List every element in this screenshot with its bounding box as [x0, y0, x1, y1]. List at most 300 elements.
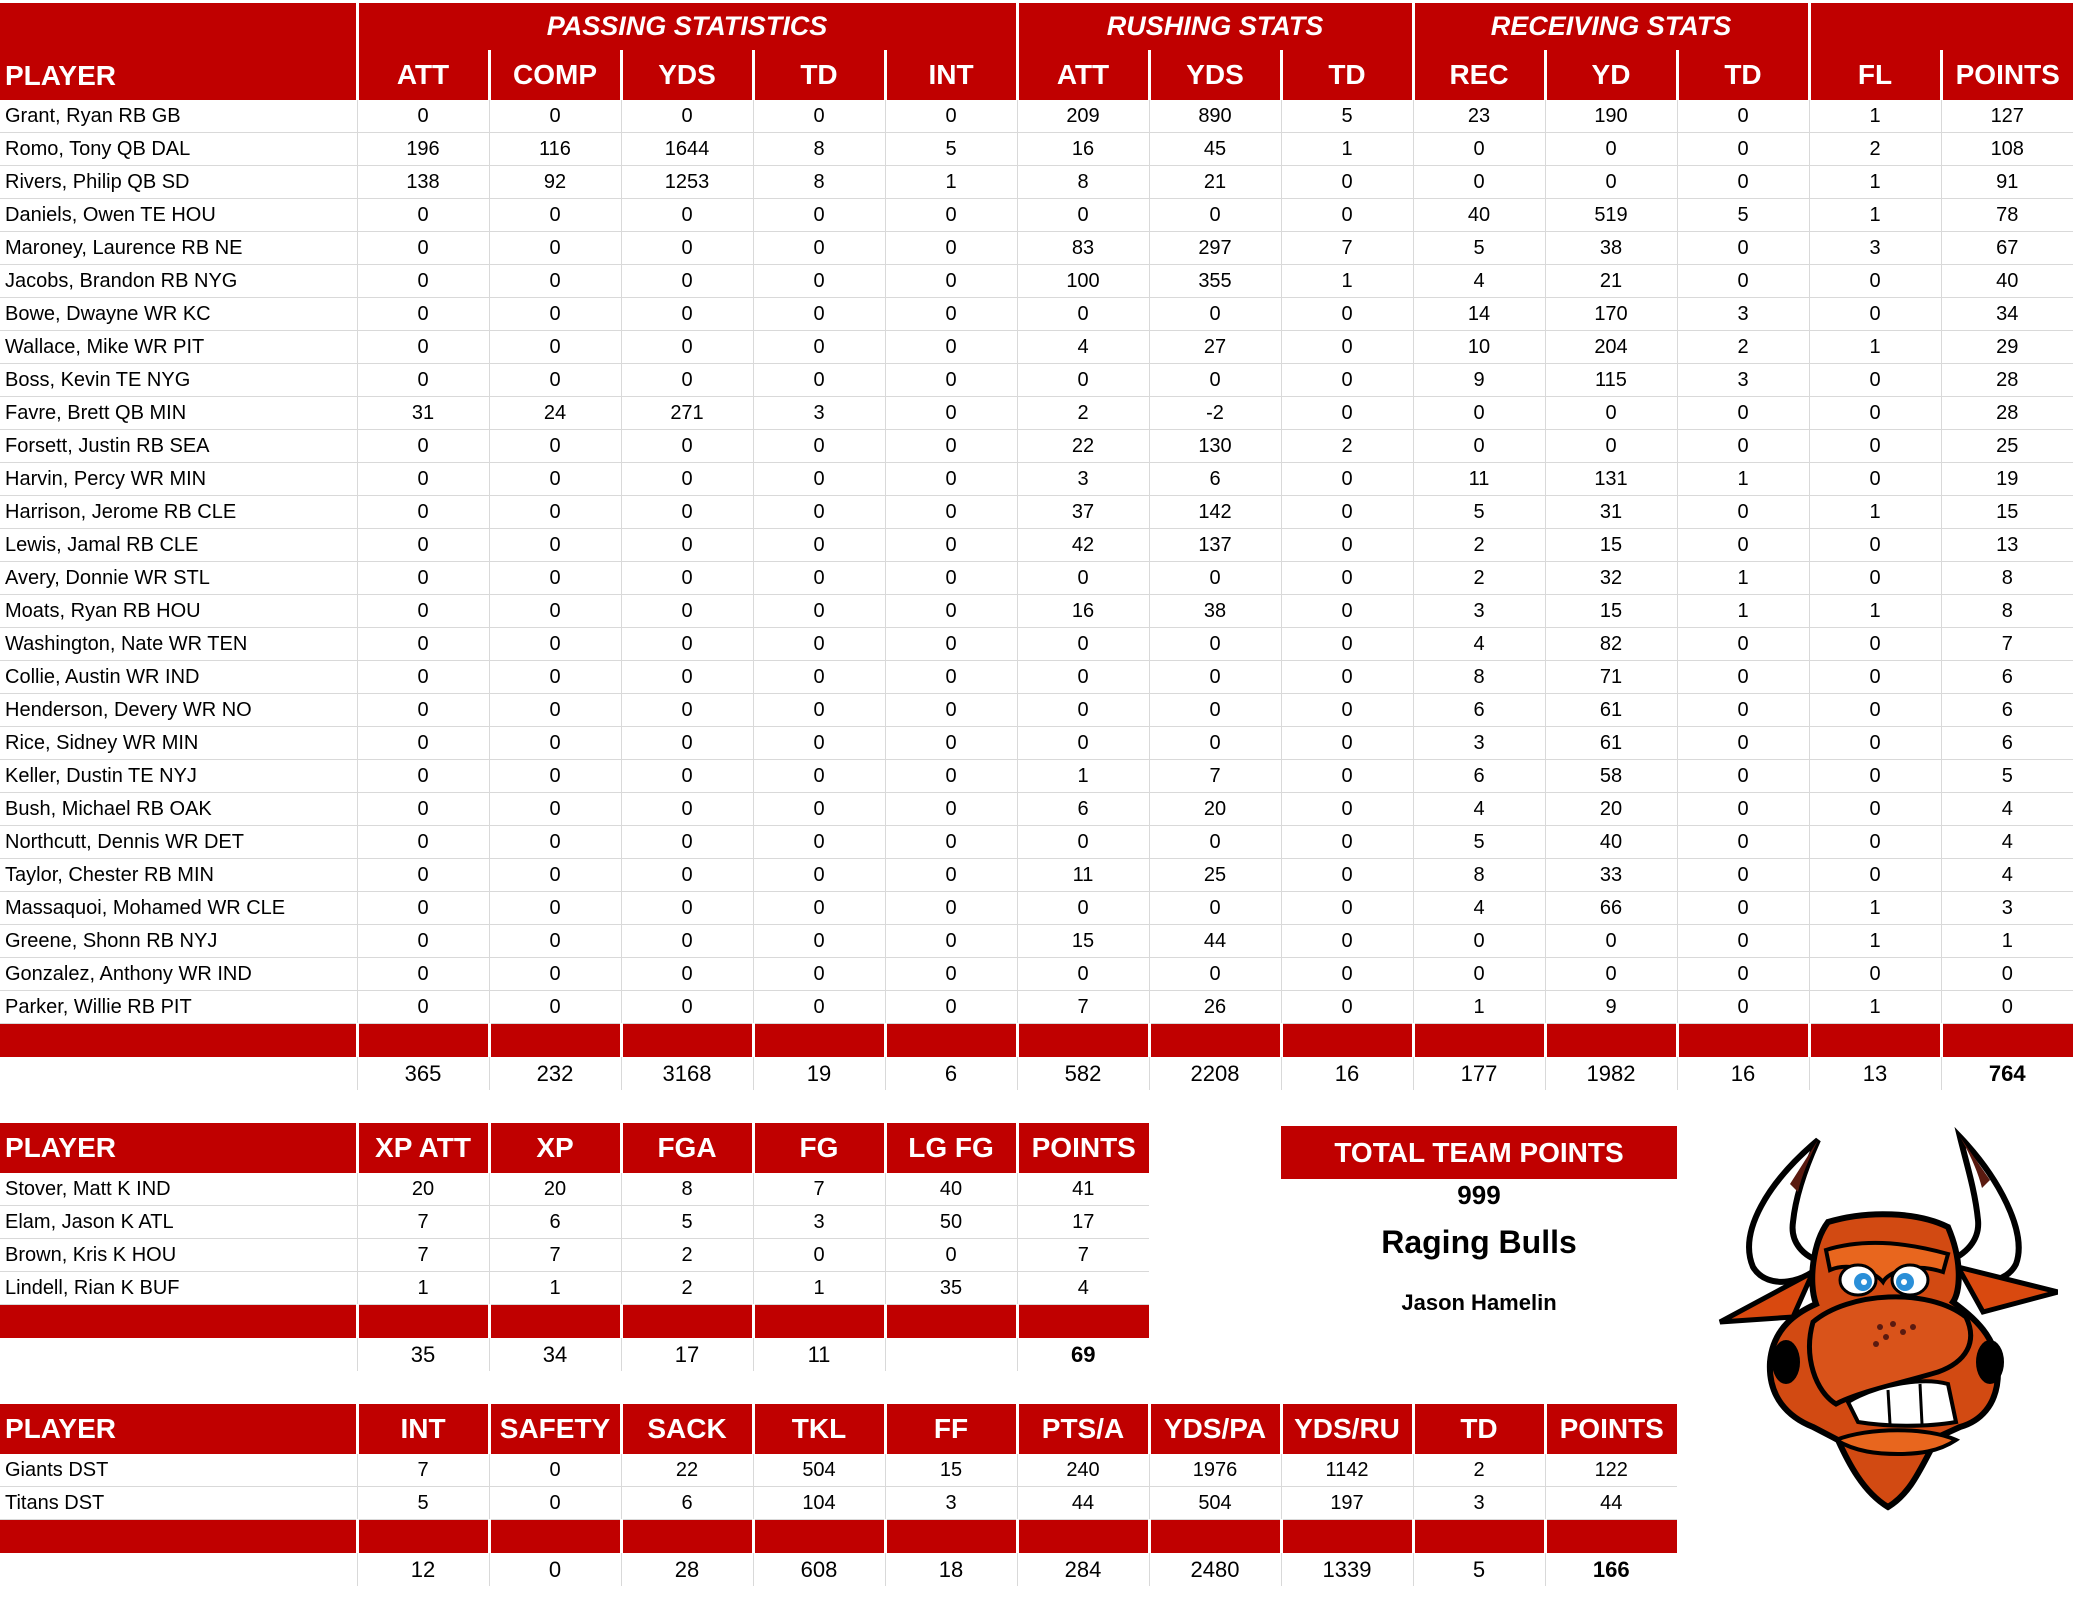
- stat-cell: 1: [753, 1272, 885, 1305]
- group-header-passing: PASSING STATISTICS: [357, 2, 1017, 51]
- stat-cell: 0: [357, 463, 489, 496]
- table-row: [0, 463, 2073, 496]
- stat-cell: 0: [1809, 661, 1941, 694]
- stat-cell: 0: [489, 925, 621, 958]
- stat-cell: 0: [1809, 562, 1941, 595]
- stat-cell: 0: [885, 430, 1017, 463]
- stat-cell: 0: [1677, 892, 1809, 925]
- stat-cell: 0: [621, 793, 753, 826]
- stat-cell: 0: [1149, 661, 1281, 694]
- stat-cell: 0: [621, 430, 753, 463]
- stat-cell: 1: [1809, 100, 1941, 133]
- stat-cell: 1: [1809, 595, 1941, 628]
- stat-cell: 71: [1545, 661, 1677, 694]
- stat-cell: 0: [1281, 991, 1413, 1024]
- stat-cell: 35: [885, 1272, 1017, 1305]
- stat-cell: 0: [1677, 265, 1809, 298]
- stat-cell: 2: [1413, 529, 1545, 562]
- column-header-ff: FF: [885, 1404, 1017, 1454]
- stat-cell: 0: [1809, 727, 1941, 760]
- stat-cell: 0: [1809, 793, 1941, 826]
- stat-cell: 11: [1017, 859, 1149, 892]
- stat-cell: 1: [1017, 760, 1149, 793]
- table-row: [0, 331, 2073, 364]
- player-name: Harrison, Jerome RB CLE: [0, 496, 357, 529]
- stat-cell: 0: [357, 595, 489, 628]
- stat-cell: 5: [357, 1487, 489, 1520]
- stat-cell: 3: [1017, 463, 1149, 496]
- stat-cell: 4: [1413, 265, 1545, 298]
- stat-cell: 61: [1545, 694, 1677, 727]
- stat-cell: 8: [1413, 661, 1545, 694]
- stat-cell: 11: [1413, 463, 1545, 496]
- stat-cell: 0: [1677, 727, 1809, 760]
- stat-cell: 6: [621, 1487, 753, 1520]
- stat-cell: 0: [1941, 991, 2073, 1024]
- stat-cell: 190: [1545, 100, 1677, 133]
- stat-cell: 209: [1017, 100, 1149, 133]
- stat-cell: 23: [1413, 100, 1545, 133]
- table-row: [0, 166, 2073, 199]
- table-row: [0, 661, 2073, 694]
- stat-cell: 17: [1017, 1206, 1149, 1239]
- stat-cell: 0: [1677, 166, 1809, 199]
- player-name: Wallace, Mike WR PIT: [0, 331, 357, 364]
- table-row: [0, 1272, 1149, 1305]
- stat-cell: 0: [1281, 199, 1413, 232]
- stat-cell: 0: [885, 562, 1017, 595]
- stat-cell: 0: [489, 199, 621, 232]
- table-row: [0, 562, 2073, 595]
- stat-cell: 170: [1545, 298, 1677, 331]
- stat-cell: 0: [621, 661, 753, 694]
- stat-cell: 4: [1413, 628, 1545, 661]
- column-header-fga: FGA: [621, 1123, 753, 1173]
- stat-cell: 0: [753, 1239, 885, 1272]
- stat-cell: 0: [489, 298, 621, 331]
- stat-cell: 3: [1413, 595, 1545, 628]
- stat-cell: 0: [1149, 958, 1281, 991]
- stat-cell: 2: [1413, 562, 1545, 595]
- stat-cell: 0: [1677, 628, 1809, 661]
- stat-cell: 66: [1545, 892, 1677, 925]
- stat-cell: 0: [753, 628, 885, 661]
- stat-cell: 355: [1149, 265, 1281, 298]
- stat-cell: 504: [1149, 1487, 1281, 1520]
- stat-cell: 0: [753, 925, 885, 958]
- total-cell: 6: [885, 1057, 1017, 1090]
- stat-cell: 40: [1941, 265, 2073, 298]
- stat-cell: 7: [1941, 628, 2073, 661]
- total-cell: 582: [1017, 1057, 1149, 1090]
- stat-cell: 3: [753, 397, 885, 430]
- column-header-xp-att: XP ATT: [357, 1123, 489, 1173]
- separator-bar: [0, 1305, 1149, 1339]
- stat-cell: 204: [1545, 331, 1677, 364]
- stat-cell: 0: [357, 925, 489, 958]
- stat-cell: 0: [753, 331, 885, 364]
- stat-cell: 0: [489, 892, 621, 925]
- stat-cell: 0: [489, 529, 621, 562]
- stat-cell: 5: [1413, 826, 1545, 859]
- stat-cell: 0: [489, 595, 621, 628]
- stat-cell: 9: [1545, 991, 1677, 1024]
- table-row: [0, 496, 2073, 529]
- table-row: [0, 826, 2073, 859]
- total-cell: 11: [753, 1338, 885, 1371]
- stat-cell: 16: [1017, 133, 1149, 166]
- stat-cell: 0: [621, 859, 753, 892]
- player-name: Keller, Dustin TE NYJ: [0, 760, 357, 793]
- separator-cell: [1545, 1024, 1677, 1058]
- stat-cell: 0: [1677, 991, 1809, 1024]
- separator-cell: [621, 1520, 753, 1554]
- stat-cell: 0: [1281, 463, 1413, 496]
- total-cell: 3168: [621, 1057, 753, 1090]
- stat-cell: 0: [1809, 760, 1941, 793]
- stat-cell: 1: [1281, 133, 1413, 166]
- column-header-player: PLAYER: [5, 1132, 117, 1163]
- separator-cell: [1281, 1520, 1413, 1554]
- stat-cell: 0: [621, 760, 753, 793]
- stat-cell: 50: [885, 1206, 1017, 1239]
- stat-cell: 20: [1149, 793, 1281, 826]
- stat-cell: 0: [1149, 826, 1281, 859]
- stat-cell: 38: [1149, 595, 1281, 628]
- total-points: 166: [1545, 1553, 1677, 1586]
- stat-cell: 0: [1281, 331, 1413, 364]
- stat-cell: 7: [1017, 991, 1149, 1024]
- stat-cell: 0: [753, 826, 885, 859]
- stat-cell: 0: [753, 991, 885, 1024]
- player-name: Massaquoi, Mohamed WR CLE: [0, 892, 357, 925]
- separator-cell: [1413, 1024, 1545, 1058]
- stat-cell: 0: [357, 232, 489, 265]
- column-header-player: PLAYER: [5, 1413, 117, 1444]
- stat-cell: 8: [1941, 595, 2073, 628]
- stat-cell: 6: [1017, 793, 1149, 826]
- stat-cell: 0: [1281, 562, 1413, 595]
- stat-cell: 6: [1941, 661, 2073, 694]
- total-cell: 232: [489, 1057, 621, 1090]
- stat-cell: 197: [1281, 1487, 1413, 1520]
- table-row: [0, 397, 2073, 430]
- separator-cell: [1149, 1520, 1281, 1554]
- player-name: Forsett, Justin RB SEA: [0, 430, 357, 463]
- stat-cell: 15: [1545, 529, 1677, 562]
- table-row: [0, 958, 2073, 991]
- stat-cell: 0: [1809, 364, 1941, 397]
- stat-cell: 83: [1017, 232, 1149, 265]
- column-header-yds-pa: YDS/PA: [1149, 1404, 1281, 1454]
- stat-cell: 0: [1017, 562, 1149, 595]
- stat-cell: 0: [621, 925, 753, 958]
- stat-cell: 0: [357, 958, 489, 991]
- stat-cell: 0: [1149, 199, 1281, 232]
- stat-cell: 240: [1017, 1454, 1149, 1487]
- stat-cell: 5: [621, 1206, 753, 1239]
- separator-cell: [621, 1024, 753, 1058]
- stat-cell: 4: [1017, 331, 1149, 364]
- group-header-blank: [1809, 2, 2073, 51]
- stat-cell: 0: [753, 265, 885, 298]
- total-cell: 1339: [1281, 1553, 1413, 1586]
- stat-cell: 0: [489, 694, 621, 727]
- stat-cell: 0: [489, 430, 621, 463]
- stat-cell: 0: [1809, 298, 1941, 331]
- stat-cell: 890: [1149, 100, 1281, 133]
- player-name: Northcutt, Dennis WR DET: [0, 826, 357, 859]
- stat-cell: 0: [1809, 265, 1941, 298]
- separator-cell: [1941, 1024, 2073, 1058]
- stat-cell: 4: [1017, 1272, 1149, 1305]
- stat-cell: 3: [885, 1487, 1017, 1520]
- total-cell: 18: [885, 1553, 1017, 1586]
- player-name: Avery, Donnie WR STL: [0, 562, 357, 595]
- column-header-points: POINTS: [1017, 1123, 1149, 1173]
- separator-bar: [0, 1024, 2073, 1058]
- table-row: [0, 793, 2073, 826]
- table-row: [0, 925, 2073, 958]
- player-name: Romo, Tony QB DAL: [0, 133, 357, 166]
- stat-cell: 0: [1677, 694, 1809, 727]
- stat-cell: 0: [753, 100, 885, 133]
- separator-cell: [753, 1024, 885, 1058]
- stat-cell: 15: [1545, 595, 1677, 628]
- stat-cell: 82: [1545, 628, 1677, 661]
- stat-cell: 0: [885, 892, 1017, 925]
- stat-cell: 10: [1413, 331, 1545, 364]
- stat-cell: 67: [1941, 232, 2073, 265]
- stat-cell: 0: [621, 232, 753, 265]
- stat-cell: 0: [885, 364, 1017, 397]
- stat-cell: 2: [621, 1272, 753, 1305]
- column-header-sack: SACK: [621, 1404, 753, 1454]
- stat-cell: 0: [357, 364, 489, 397]
- stat-cell: 40: [1545, 826, 1677, 859]
- stat-cell: 8: [753, 133, 885, 166]
- stat-cell: 1: [1413, 991, 1545, 1024]
- stat-cell: 1: [1809, 331, 1941, 364]
- stat-cell: 7: [489, 1239, 621, 1272]
- stat-cell: 122: [1545, 1454, 1677, 1487]
- separator-cell: [1017, 1024, 1149, 1058]
- stat-cell: 5: [1413, 232, 1545, 265]
- stat-cell: 0: [489, 100, 621, 133]
- totals-row: [0, 1338, 1149, 1371]
- table-row: [0, 298, 2073, 331]
- table-row: [0, 1454, 1677, 1487]
- separator-cell: [0, 1305, 357, 1339]
- stat-cell: 0: [1017, 661, 1149, 694]
- stat-cell: 0: [1281, 892, 1413, 925]
- column-header-int: INT: [885, 50, 1017, 100]
- stat-cell: 0: [1677, 529, 1809, 562]
- separator-cell: [0, 1520, 357, 1554]
- stat-cell: 15: [885, 1454, 1017, 1487]
- separator-cell: [357, 1024, 489, 1058]
- stat-cell: 0: [1941, 958, 2073, 991]
- stat-cell: 0: [621, 364, 753, 397]
- group-header-rushing: RUSHING STATS: [1017, 2, 1413, 51]
- stat-cell: 0: [357, 100, 489, 133]
- stat-cell: 44: [1149, 925, 1281, 958]
- stat-cell: 0: [1809, 397, 1941, 430]
- column-header-points: POINTS: [1941, 50, 2073, 100]
- stat-cell: 0: [885, 925, 1017, 958]
- player-name: Taylor, Chester RB MIN: [0, 859, 357, 892]
- stat-cell: 0: [1281, 925, 1413, 958]
- stat-cell: 0: [885, 463, 1017, 496]
- stat-cell: 0: [1149, 298, 1281, 331]
- stat-cell: 0: [1545, 925, 1677, 958]
- stat-cell: 0: [1017, 826, 1149, 859]
- stat-cell: 5: [1677, 199, 1809, 232]
- stat-cell: 0: [1281, 760, 1413, 793]
- stat-cell: 0: [1677, 100, 1809, 133]
- stat-cell: 1: [1677, 562, 1809, 595]
- separator-cell: [1677, 1024, 1809, 1058]
- stat-cell: 0: [1677, 661, 1809, 694]
- stat-cell: 0: [1677, 430, 1809, 463]
- separator-cell: [489, 1024, 621, 1058]
- total-cell: 17: [621, 1338, 753, 1371]
- stat-cell: 0: [621, 826, 753, 859]
- stat-cell: 6: [489, 1206, 621, 1239]
- column-header-safety: SAFETY: [489, 1404, 621, 1454]
- stat-cell: 4: [1413, 892, 1545, 925]
- stat-cell: 116: [489, 133, 621, 166]
- stat-cell: 271: [621, 397, 753, 430]
- stat-cell: 0: [357, 892, 489, 925]
- team-name: Raging Bulls: [1381, 1224, 1577, 1260]
- stat-cell: 0: [1149, 694, 1281, 727]
- stat-cell: 44: [1017, 1487, 1149, 1520]
- player-name: Brown, Kris K HOU: [0, 1239, 357, 1272]
- stat-cell: 0: [885, 199, 1017, 232]
- player-name: Greene, Shonn RB NYJ: [0, 925, 357, 958]
- stat-cell: 0: [489, 265, 621, 298]
- stat-cell: 0: [1017, 892, 1149, 925]
- stat-cell: 0: [1281, 364, 1413, 397]
- total-team-points-value: 999: [1457, 1180, 1501, 1210]
- player-name: Henderson, Devery WR NO: [0, 694, 357, 727]
- stat-cell: 0: [1281, 859, 1413, 892]
- stat-cell: 3: [1809, 232, 1941, 265]
- stat-cell: 0: [1281, 661, 1413, 694]
- stat-cell: 0: [1545, 430, 1677, 463]
- total-cell: 608: [753, 1553, 885, 1586]
- stat-cell: 0: [357, 727, 489, 760]
- stat-cell: 27: [1149, 331, 1281, 364]
- stat-cell: 0: [489, 496, 621, 529]
- column-header-att: ATT: [357, 50, 489, 100]
- stat-cell: 0: [1149, 727, 1281, 760]
- stat-cell: 8: [1941, 562, 2073, 595]
- stat-cell: 0: [489, 628, 621, 661]
- stat-cell: 297: [1149, 232, 1281, 265]
- stat-cell: 3: [1941, 892, 2073, 925]
- stat-cell: 0: [1413, 133, 1545, 166]
- table-row: [0, 430, 2073, 463]
- stat-cell: 0: [489, 760, 621, 793]
- column-header-att: ATT: [1017, 50, 1149, 100]
- stat-cell: 0: [885, 694, 1017, 727]
- column-header-tkl: TKL: [753, 1404, 885, 1454]
- stat-cell: 2: [1017, 397, 1149, 430]
- stat-cell: 5: [1413, 496, 1545, 529]
- stat-cell: 44: [1545, 1487, 1677, 1520]
- total-cell: [0, 1553, 357, 1586]
- player-name: Bush, Michael RB OAK: [0, 793, 357, 826]
- stat-cell: 0: [357, 628, 489, 661]
- stat-cell: 21: [1545, 265, 1677, 298]
- stat-cell: 0: [1413, 166, 1545, 199]
- column-header-fg: FG: [753, 1123, 885, 1173]
- stat-cell: 0: [885, 760, 1017, 793]
- table-row: [0, 628, 2073, 661]
- player-name: Maroney, Laurence RB NE: [0, 232, 357, 265]
- separator-cell: [1017, 1520, 1149, 1554]
- total-cell: 34: [489, 1338, 621, 1371]
- column-header-yds: YDS: [621, 50, 753, 100]
- total-cell: 19: [753, 1057, 885, 1090]
- stat-cell: 40: [1413, 199, 1545, 232]
- total-cell: 0: [489, 1553, 621, 1586]
- stat-cell: 0: [1281, 166, 1413, 199]
- stat-cell: 0: [621, 595, 753, 628]
- table-row: [0, 991, 2073, 1024]
- stat-cell: 1253: [621, 166, 753, 199]
- stat-cell: 1644: [621, 133, 753, 166]
- table-row: [0, 694, 2073, 727]
- player-name: Elam, Jason K ATL: [0, 1206, 357, 1239]
- stat-cell: 32: [1545, 562, 1677, 595]
- stat-cell: 1: [1941, 925, 2073, 958]
- stat-cell: 0: [621, 331, 753, 364]
- stat-cell: 0: [621, 991, 753, 1024]
- stat-cell: 3: [1677, 364, 1809, 397]
- stat-cell: 0: [1017, 958, 1149, 991]
- totals-row: [0, 1057, 2073, 1090]
- stat-cell: 0: [1149, 364, 1281, 397]
- stat-cell: 7: [1281, 232, 1413, 265]
- separator-cell: [357, 1520, 489, 1554]
- table-row: [0, 1239, 1149, 1272]
- stat-cell: 0: [1281, 793, 1413, 826]
- stat-cell: 0: [885, 991, 1017, 1024]
- player-name: Stover, Matt K IND: [0, 1173, 357, 1206]
- stat-cell: 0: [753, 694, 885, 727]
- group-header-receiving: RECEIVING STATS: [1413, 2, 1809, 51]
- stat-cell: 4: [1413, 793, 1545, 826]
- stat-cell: 0: [753, 595, 885, 628]
- stat-cell: 1: [357, 1272, 489, 1305]
- stat-cell: 16: [1017, 595, 1149, 628]
- stat-cell: 0: [621, 958, 753, 991]
- stat-cell: 0: [489, 1487, 621, 1520]
- stat-cell: 28: [1941, 364, 2073, 397]
- table-row: [0, 364, 2073, 397]
- stat-cell: 1: [1809, 991, 1941, 1024]
- stat-cell: 58: [1545, 760, 1677, 793]
- stat-cell: 0: [885, 958, 1017, 991]
- stat-cell: 0: [753, 727, 885, 760]
- stat-cell: 45: [1149, 133, 1281, 166]
- stat-cell: 0: [1809, 529, 1941, 562]
- stat-cell: 142: [1149, 496, 1281, 529]
- column-header-pts-a: PTS/A: [1017, 1404, 1149, 1454]
